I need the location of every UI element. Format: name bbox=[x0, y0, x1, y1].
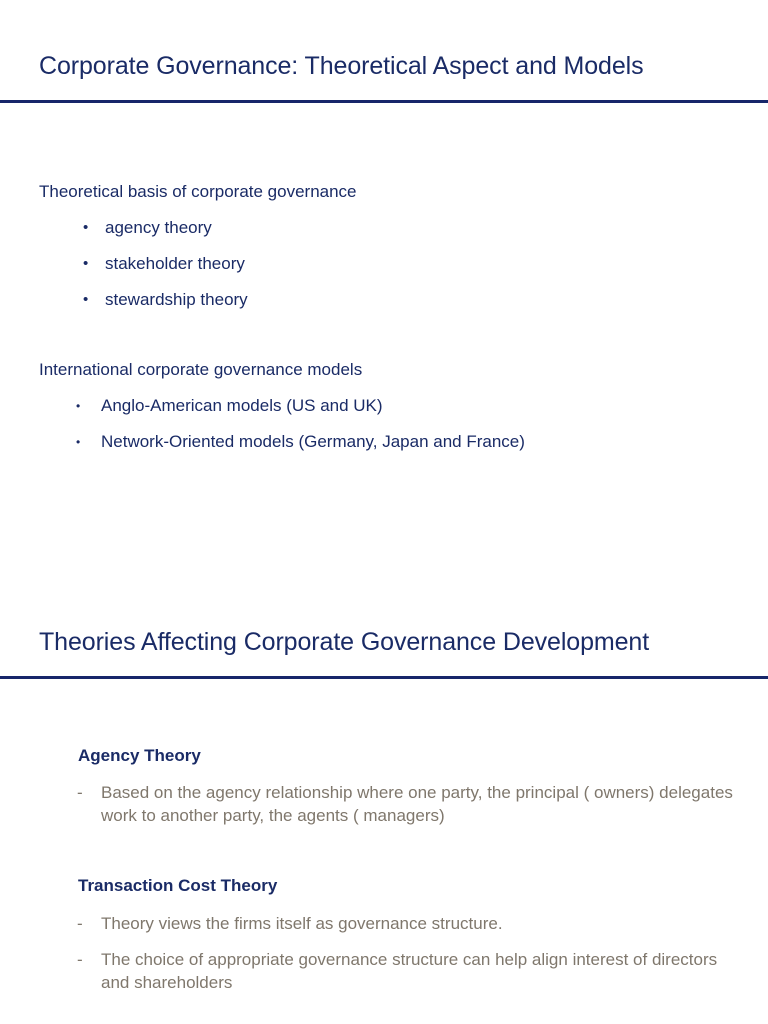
international-models-heading: International corporate governance models bbox=[39, 360, 363, 379]
slide-2-title: Theories Affecting Corporate Governance Development bbox=[39, 628, 650, 656]
list-item: • Network-Oriented models (Germany, Japan and France) bbox=[76, 432, 525, 451]
theoretical-basis-heading: Theoretical basis of corporate governance bbox=[39, 182, 357, 201]
slide-1-title: Corporate Governance: Theoretical Aspect and Models bbox=[39, 52, 644, 80]
bullet-icon: • bbox=[83, 255, 89, 272]
bullet-icon: • bbox=[83, 291, 89, 308]
transaction-cost-theory-heading: Transaction Cost Theory bbox=[78, 876, 278, 895]
list-item: • stakeholder theory bbox=[83, 254, 245, 273]
bullet-icon: • bbox=[76, 435, 81, 449]
international-models-list bbox=[76, 396, 525, 468]
slide-2-title-rule bbox=[0, 676, 768, 679]
dash-marker: - bbox=[77, 783, 83, 802]
dash-marker: - bbox=[77, 950, 83, 969]
transaction-cost-theory-points bbox=[77, 912, 741, 1007]
theoretical-basis-list bbox=[83, 218, 248, 326]
slide-2 bbox=[0, 576, 768, 1024]
dash-marker: - bbox=[77, 914, 83, 933]
agency-theory-heading: Agency Theory bbox=[78, 746, 201, 765]
list-item: • agency theory bbox=[83, 218, 212, 237]
list-item: • stewardship theory bbox=[83, 290, 248, 309]
bullet-icon: • bbox=[83, 219, 89, 236]
slide-1-title-rule bbox=[0, 100, 768, 103]
list-item: • Anglo-American models (US and UK) bbox=[76, 396, 383, 415]
list-item: - Based on the agency relationship where one party, the principal ( owners) delegates work to another party, the agents ( managers) bbox=[77, 783, 733, 825]
list-item: - Theory views the firms itself as governance structure. bbox=[77, 914, 503, 933]
list-item: - The choice of appropriate governance structure can help align interest of directors and shareholders bbox=[77, 950, 718, 992]
bullet-icon: • bbox=[76, 399, 81, 413]
agency-theory-points bbox=[77, 781, 741, 840]
